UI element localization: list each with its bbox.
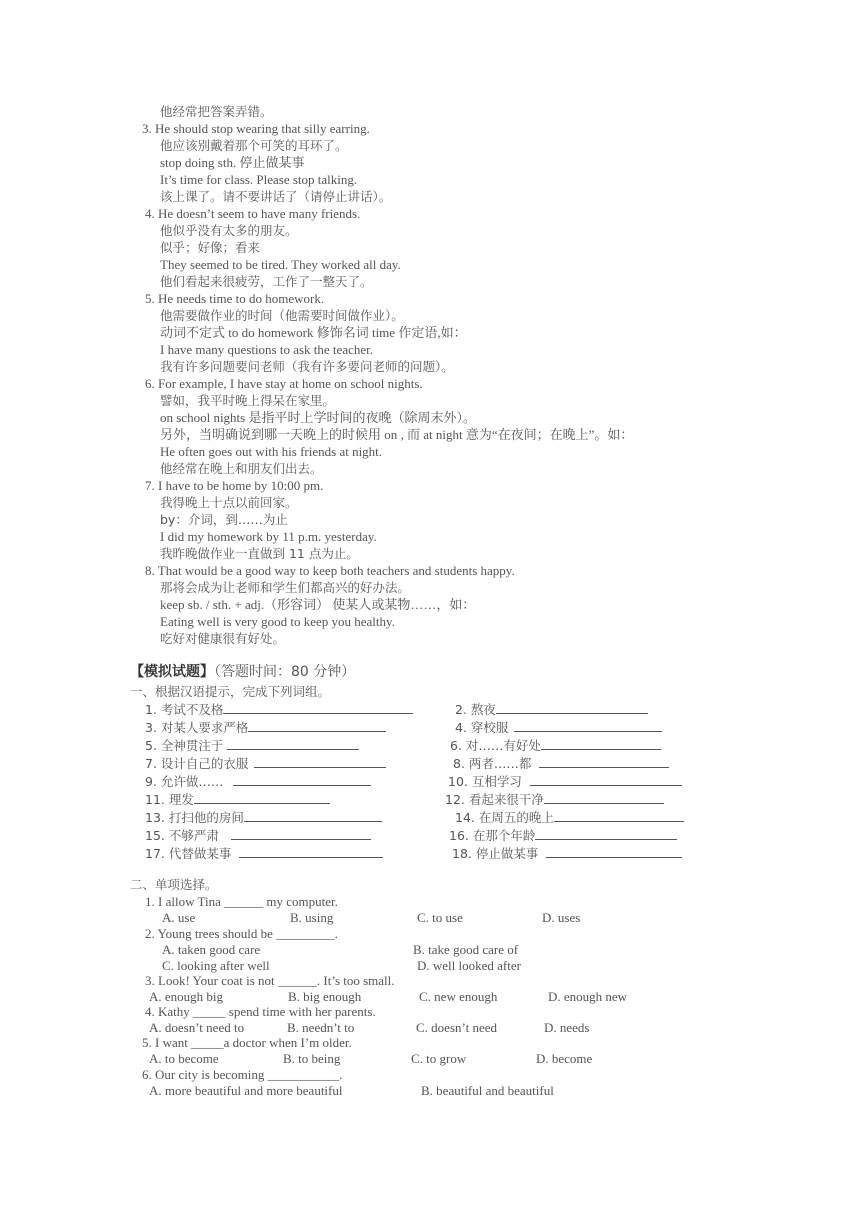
phrase-item bbox=[448, 773, 682, 790]
answer-blank[interactable] bbox=[244, 809, 382, 822]
note-line: He often goes out with his friends at night. bbox=[160, 444, 383, 459]
phrase-text: 4. 穿校服 bbox=[455, 720, 509, 735]
option[interactable]: C. looking after well bbox=[162, 958, 270, 973]
phrase-text: 16. 在那个年龄 bbox=[449, 828, 536, 843]
note-line: I have many questions to ask the teacher. bbox=[160, 342, 373, 357]
option[interactable]: B. take good care of bbox=[413, 942, 519, 957]
option[interactable]: A. doesn’t need to bbox=[149, 1020, 245, 1035]
answer-blank[interactable] bbox=[544, 791, 664, 804]
note-line: Eating well is very good to keep you healthy. bbox=[160, 614, 395, 629]
note-line: 该上课了。请不要讲话了（请停止讲话）。 bbox=[160, 189, 392, 204]
phrase-item bbox=[450, 737, 661, 754]
phrase-text: 6. 对……有好处 bbox=[450, 738, 541, 753]
part2-heading: 二、单项选择。 bbox=[130, 877, 218, 892]
note-line: 5. He needs time to do homework. bbox=[145, 291, 325, 306]
note-line: 3. He should stop wearing that silly earring. bbox=[142, 121, 370, 136]
note-line: 吃好对健康很有好处。 bbox=[160, 631, 286, 646]
answer-blank[interactable] bbox=[233, 773, 371, 786]
note-line: 7. I have to be home by 10:00 pm. bbox=[145, 478, 324, 493]
question-stem: 2. Young trees should be _________. bbox=[145, 926, 338, 941]
note-line: I did my homework by 11 p.m. yesterday. bbox=[160, 529, 377, 544]
note-line: stop doing sth. 停止做某事 bbox=[160, 155, 305, 170]
answer-blank[interactable] bbox=[223, 701, 413, 714]
phrase-item bbox=[145, 719, 386, 736]
answer-blank[interactable] bbox=[227, 737, 359, 750]
option[interactable]: B. to being bbox=[283, 1051, 341, 1066]
note-line: 似乎；好像；看来 bbox=[160, 240, 261, 255]
question-stem: 6. Our city is becoming ___________. bbox=[142, 1067, 343, 1082]
phrase-item bbox=[145, 827, 371, 844]
option[interactable]: D. enough new bbox=[548, 989, 628, 1004]
note-line: 譬如，我平时晚上得呆在家里。 bbox=[160, 393, 336, 408]
phrase-item bbox=[452, 845, 682, 862]
option[interactable]: A. to become bbox=[149, 1051, 219, 1066]
note-line: 另外，当明确说到哪一天晚上的时候用 on , 而 at night 意为“在夜间；在晚上”。如： bbox=[160, 427, 634, 442]
question-stem: 5. I want _____a doctor when I’m older. bbox=[142, 1035, 352, 1050]
phrase-item bbox=[145, 809, 382, 826]
phrase-text: 10. 互相学习 bbox=[448, 774, 522, 789]
option[interactable]: A. enough big bbox=[149, 989, 224, 1004]
option[interactable]: C. to use bbox=[417, 910, 463, 925]
note-line: 动词不定式 to do homework 修饰名词 time 作定语,如： bbox=[160, 325, 467, 340]
note-line: 他经常把答案弄错。 bbox=[160, 104, 273, 119]
phrase-text: 18. 停止做某事 bbox=[452, 846, 539, 861]
option[interactable]: A. taken good care bbox=[162, 942, 261, 957]
answer-blank[interactable] bbox=[231, 827, 371, 840]
phrase-text: 1. 考试不及格 bbox=[145, 702, 224, 717]
phrase-text: 12. 看起来很干净 bbox=[445, 792, 544, 807]
option[interactable]: B. needn’t to bbox=[287, 1020, 355, 1035]
section-title: 【模拟试题】 bbox=[130, 664, 214, 680]
option[interactable]: B. big enough bbox=[288, 989, 362, 1004]
option[interactable]: B. beautiful and beautiful bbox=[421, 1083, 554, 1098]
note-line: 6. For example, I have stay at home on school nights. bbox=[145, 376, 423, 391]
phrase-text: 7. 设计自己的衣服 bbox=[145, 756, 249, 771]
phrase-item bbox=[455, 719, 662, 736]
phrase-item bbox=[455, 701, 648, 718]
phrase-text: 11. 理发 bbox=[145, 792, 194, 807]
phrase-item bbox=[455, 809, 684, 826]
answer-blank[interactable] bbox=[239, 845, 383, 858]
phrase-item bbox=[453, 755, 669, 772]
answer-blank[interactable] bbox=[535, 827, 677, 840]
phrase-text: 5. 全神贯注于 bbox=[145, 738, 224, 753]
note-line: 我昨晚做作业一直做到 11 点为止。 bbox=[160, 546, 359, 561]
note-line: 他应该别戴着那个可笑的耳环了。 bbox=[160, 138, 348, 153]
option[interactable]: C. to grow bbox=[411, 1051, 467, 1066]
note-line: It’s time for class. Please stop talking. bbox=[160, 172, 358, 187]
phrase-text: 9. 允许做…… bbox=[145, 774, 224, 789]
phrase-item bbox=[145, 737, 359, 754]
phrase-text: 15. 不够严肃 bbox=[145, 828, 219, 843]
note-line: 他需要做作业的时间（他需要时间做作业）。 bbox=[160, 308, 404, 323]
option[interactable]: C. new enough bbox=[419, 989, 498, 1004]
question-stem: 4. Kathy _____ spend time with her parents. bbox=[145, 1004, 376, 1019]
phrase-text: 17. 代替做某事 bbox=[145, 846, 232, 861]
section-subtitle: （答题时间：80 分钟） bbox=[214, 664, 356, 680]
option[interactable]: B. using bbox=[290, 910, 334, 925]
answer-blank[interactable] bbox=[194, 791, 330, 804]
option[interactable]: D. well looked after bbox=[417, 958, 521, 973]
option[interactable]: A. use bbox=[162, 910, 196, 925]
option[interactable]: D. needs bbox=[544, 1020, 590, 1035]
section-heading bbox=[130, 664, 355, 680]
option[interactable]: D. become bbox=[536, 1051, 593, 1066]
phrase-item bbox=[145, 755, 386, 772]
note-line: 4. He doesn’t seem to have many friends. bbox=[145, 206, 361, 221]
answer-blank[interactable] bbox=[514, 719, 662, 732]
answer-blank[interactable] bbox=[530, 773, 682, 786]
question-stem: 1. I allow Tina ______ my computer. bbox=[145, 894, 338, 909]
phrase-item bbox=[145, 773, 371, 790]
option[interactable]: D. uses bbox=[542, 910, 581, 925]
phrase-item bbox=[449, 827, 677, 844]
phrase-text: 2. 熬夜 bbox=[455, 702, 496, 717]
note-line: 我得晚上十点以前回家。 bbox=[160, 495, 298, 510]
note-line: 我有许多问题要问老师（我有许多要问老师的问题）。 bbox=[160, 359, 454, 374]
note-line: on school nights 是指平时上学时间的夜晚（除周末外）。 bbox=[160, 410, 476, 425]
note-line: keep sb. / sth. + adj.（形容词） 使某人或某物……，如： bbox=[160, 597, 476, 612]
answer-blank[interactable] bbox=[496, 701, 648, 714]
note-line: 那将会成为让老师和学生们都高兴的好办法。 bbox=[160, 580, 411, 595]
phrase-item bbox=[145, 701, 413, 718]
note-line: by：介词，到……为止 bbox=[160, 512, 288, 527]
note-line: 8. That would be a good way to keep both teachers and students happy. bbox=[145, 563, 515, 578]
note-line: 他们看起来很疲劳，工作了一整天了。 bbox=[160, 274, 373, 289]
answer-blank[interactable] bbox=[254, 755, 386, 768]
phrase-text: 8. 两者……都 bbox=[453, 756, 532, 771]
phrase-item bbox=[445, 791, 664, 808]
question-stem: 3. Look! Your coat is not ______. It’s too small. bbox=[145, 973, 395, 988]
answer-blank[interactable] bbox=[541, 737, 661, 750]
part1-heading: 一、根据汉语提示，完成下列词组。 bbox=[130, 684, 331, 699]
phrase-text: 13. 打扫他的房间 bbox=[145, 810, 244, 825]
phrase-text: 3. 对某人要求严格 bbox=[145, 720, 249, 735]
phrase-item bbox=[145, 845, 383, 862]
answer-blank[interactable] bbox=[546, 845, 682, 858]
phrase-item bbox=[145, 791, 330, 808]
option[interactable]: C. doesn’t need bbox=[416, 1020, 497, 1035]
option[interactable]: A. more beautiful and more beautiful bbox=[149, 1083, 343, 1098]
phrase-text: 14. 在周五的晚上 bbox=[455, 810, 554, 825]
note-line: 他似乎没有太多的朋友。 bbox=[160, 223, 298, 238]
note-line: 他经常在晚上和朋友们出去。 bbox=[160, 461, 323, 476]
answer-blank[interactable] bbox=[554, 809, 684, 822]
answer-blank[interactable] bbox=[539, 755, 669, 768]
note-line: They seemed to be tired. They worked all day. bbox=[160, 257, 401, 272]
answer-blank[interactable] bbox=[248, 719, 386, 732]
